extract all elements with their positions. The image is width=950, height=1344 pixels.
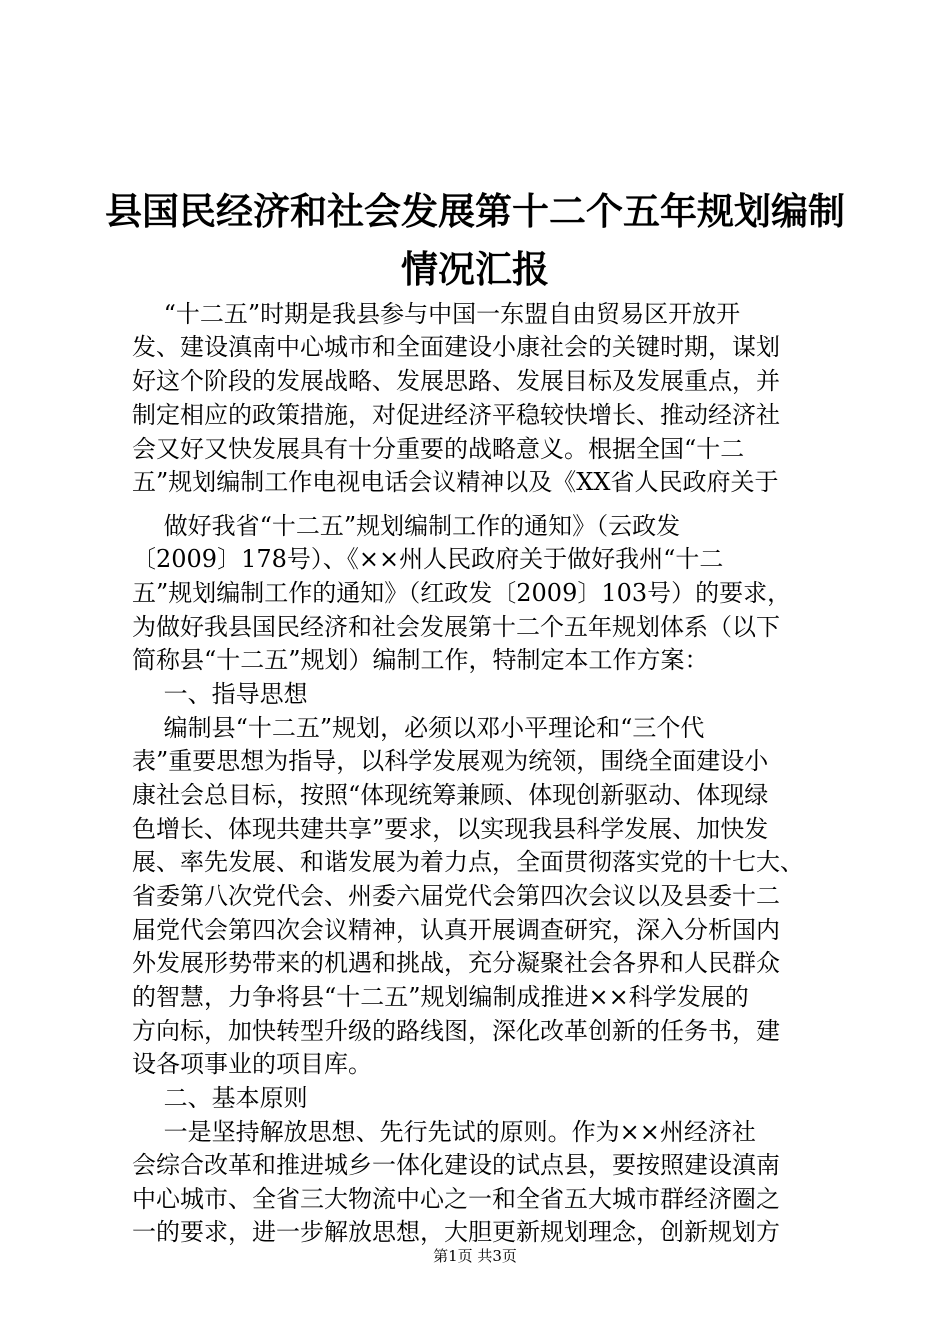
- body-text-line: 省委第八次党代会、州委六届党代会第四次会议以及县委十二: [132, 882, 780, 910]
- body-text-line: 中心城市、全省三大物流中心之一和全省五大城市群经济圈之: [132, 1185, 780, 1213]
- body-text-line: 制定相应的政策措施，对促进经济平稳较快增长、推动经济社: [132, 401, 780, 429]
- body-text-line: 外发展形势带来的机遇和挑战，充分凝聚社会各界和人民群众: [132, 949, 780, 977]
- body-text-line: 方向标，加快转型升级的路线图，深化改革创新的任务书，建: [132, 1017, 780, 1045]
- body-text-line: 一、指导思想: [132, 680, 308, 708]
- body-text-line: 的智慧，力争将县“十二五”规划编制成推进××科学发展的: [132, 983, 749, 1011]
- body-text-line: 康社会总目标，按照“体现统筹兼顾、体现创新驱动、体现绿: [132, 781, 769, 809]
- body-text-line: 为做好我县国民经济和社会发展第十二个五年规划体系（以下: [132, 613, 780, 641]
- body-text-line: 五”规划编制工作的通知》（红政发〔2009〕103号）的要求，: [132, 579, 792, 607]
- body-text-line: 一是坚持解放思想、先行先试的原则。作为××州经济社: [132, 1118, 756, 1146]
- body-text-line: 设各项事业的项目库。: [132, 1050, 372, 1078]
- body-text-line: 好这个阶段的发展战略、发展思路、发展目标及发展重点，并: [132, 367, 780, 395]
- document-title-continued: 情况汇报: [401, 248, 549, 291]
- body-text-line: 二、基本原则: [132, 1084, 308, 1112]
- document-title: 县国民经济和社会发展第十二个五年规划编制: [105, 190, 845, 233]
- body-text-line: 简称县“十二五”规划）编制工作，特制定本工作方案：: [132, 646, 709, 674]
- page-footer: 第1页 共3页: [433, 1247, 517, 1265]
- body-text-line: 展、率先发展、和谐发展为着力点，全面贯彻落实党的十七大、: [132, 848, 804, 876]
- body-text-line: 五”规划编制工作电视电话会议精神以及《XX省人民政府关于: [132, 468, 779, 496]
- body-text-line: 编制县“十二五”规划，必须以邓小平理论和“三个代: [132, 714, 705, 742]
- body-text-line: 发、建设滇南中心城市和全面建设小康社会的关键时期，谋划: [132, 333, 780, 361]
- body-text-line: “十二五”时期是我县参与中国一东盟自由贸易区开放开: [132, 300, 741, 328]
- body-text-line: 会综合改革和推进城乡一体化建设的试点县，要按照建设滇南: [132, 1151, 780, 1179]
- body-text-line: 届党代会第四次会议精神，认真开展调查研究，深入分析国内: [132, 916, 780, 944]
- body-text-line: 色增长、体现共建共享”要求，以实现我县科学发展、加快发: [132, 815, 769, 843]
- body-text-line: 一的要求，进一步解放思想，大胆更新规划理念，创新规划方: [132, 1218, 780, 1246]
- body-text-line: 〔2009〕178号）、《××州人民政府关于做好我州“十二: [132, 545, 724, 573]
- body-text-line: 表”重要思想为指导，以科学发展观为统领，围绕全面建设小: [132, 747, 769, 775]
- body-text-line: 做好我省“十二五”规划编制工作的通知》（云政发: [132, 512, 681, 540]
- body-text-line: 会又好又快发展具有十分重要的战略意义。根据全国“十二: [132, 435, 745, 463]
